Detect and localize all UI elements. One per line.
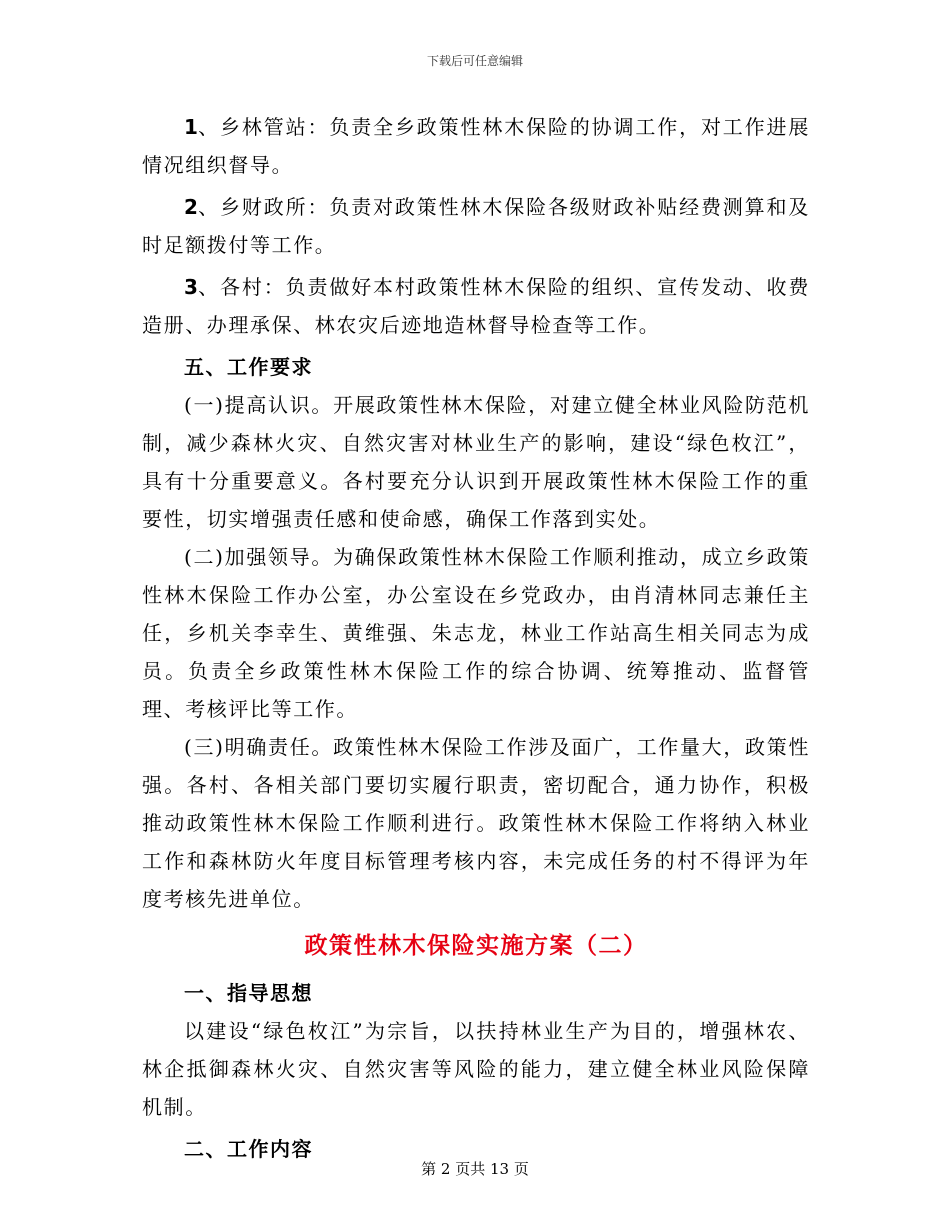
section-heading-guiding-ideology: 一、指导思想 bbox=[184, 981, 313, 1005]
page-header-note: 下载后可任意编辑 bbox=[426, 54, 523, 68]
document-body bbox=[142, 108, 810, 1168]
paragraph-clarify-responsibility: (三)明确责任。政策性林木保险工作涉及面广，工作量大，政策性强。各村、各相关部门要切实履行职责，密切配合，通力协作，积极推动政策性林木保险工作顺利进行。政策性林木保险工作将纳入林业工作和森林防火年度目标管理考核内容，未完成任务的村不得评为年度考核先进单位。 bbox=[142, 735, 810, 911]
section-title: 政策性林木保险实施方案（二） bbox=[304, 933, 648, 959]
item-number: 3 bbox=[184, 275, 198, 299]
paragraph-text: 、乡财政所：负责对政策性林木保险各级财政补贴经费测算和及时足额拨付等工作。 bbox=[142, 195, 810, 257]
paragraph-2 bbox=[142, 188, 810, 264]
paragraph-3 bbox=[142, 268, 810, 344]
paragraph-1 bbox=[142, 108, 810, 184]
section-heading-work-requirements: 五、工作要求 bbox=[184, 355, 313, 379]
item-number: 2 bbox=[184, 195, 198, 219]
paragraph-text: 、乡林管站：负责全乡政策性林木保险的协调工作，对工作进展情况组织督导。 bbox=[142, 115, 810, 177]
page-number: 第 2 页共 13 页 bbox=[421, 1160, 529, 1178]
paragraph-guiding-ideology: 以建设“绿色枚江”为宗旨，以扶持林业生产为目的，增强林农、林企抵御森林火灾、自然灾害等风险的能力，建立健全林业风险保障机制。 bbox=[142, 1019, 810, 1119]
item-number: 1 bbox=[184, 115, 198, 139]
paragraph-raise-awareness: (一)提高认识。开展政策性林木保险，对建立健全林业风险防范机制，减少森林火灾、自然灾害对林业生产的影响，建设“绿色枚江”，具有十分重要意义。各村要充分认识到开展政策性林木保险工作的重要性，切实增强责任感和使命感，确保工作落到实处。 bbox=[142, 393, 810, 531]
paragraph-strengthen-leadership: (二)加强领导。为确保政策性林木保险工作顺利推动，成立乡政策性林木保险工作办公室，办公室设在乡党政办，由肖清林同志兼任主任，乡机关李幸生、黄维强、朱志龙，林业工作站高生相关同志为成员。负责全乡政策性林木保险工作的综合协调、统筹推动、监督管理、考核评比等工作。 bbox=[142, 545, 810, 721]
section-heading-work-content: 二、工作内容 bbox=[184, 1137, 313, 1161]
paragraph-text: 、各村：负责做好本村政策性林木保险的组织、宣传发动、收费造册、办理承保、林农灾后迹地造林督导检查等工作。 bbox=[142, 275, 810, 337]
